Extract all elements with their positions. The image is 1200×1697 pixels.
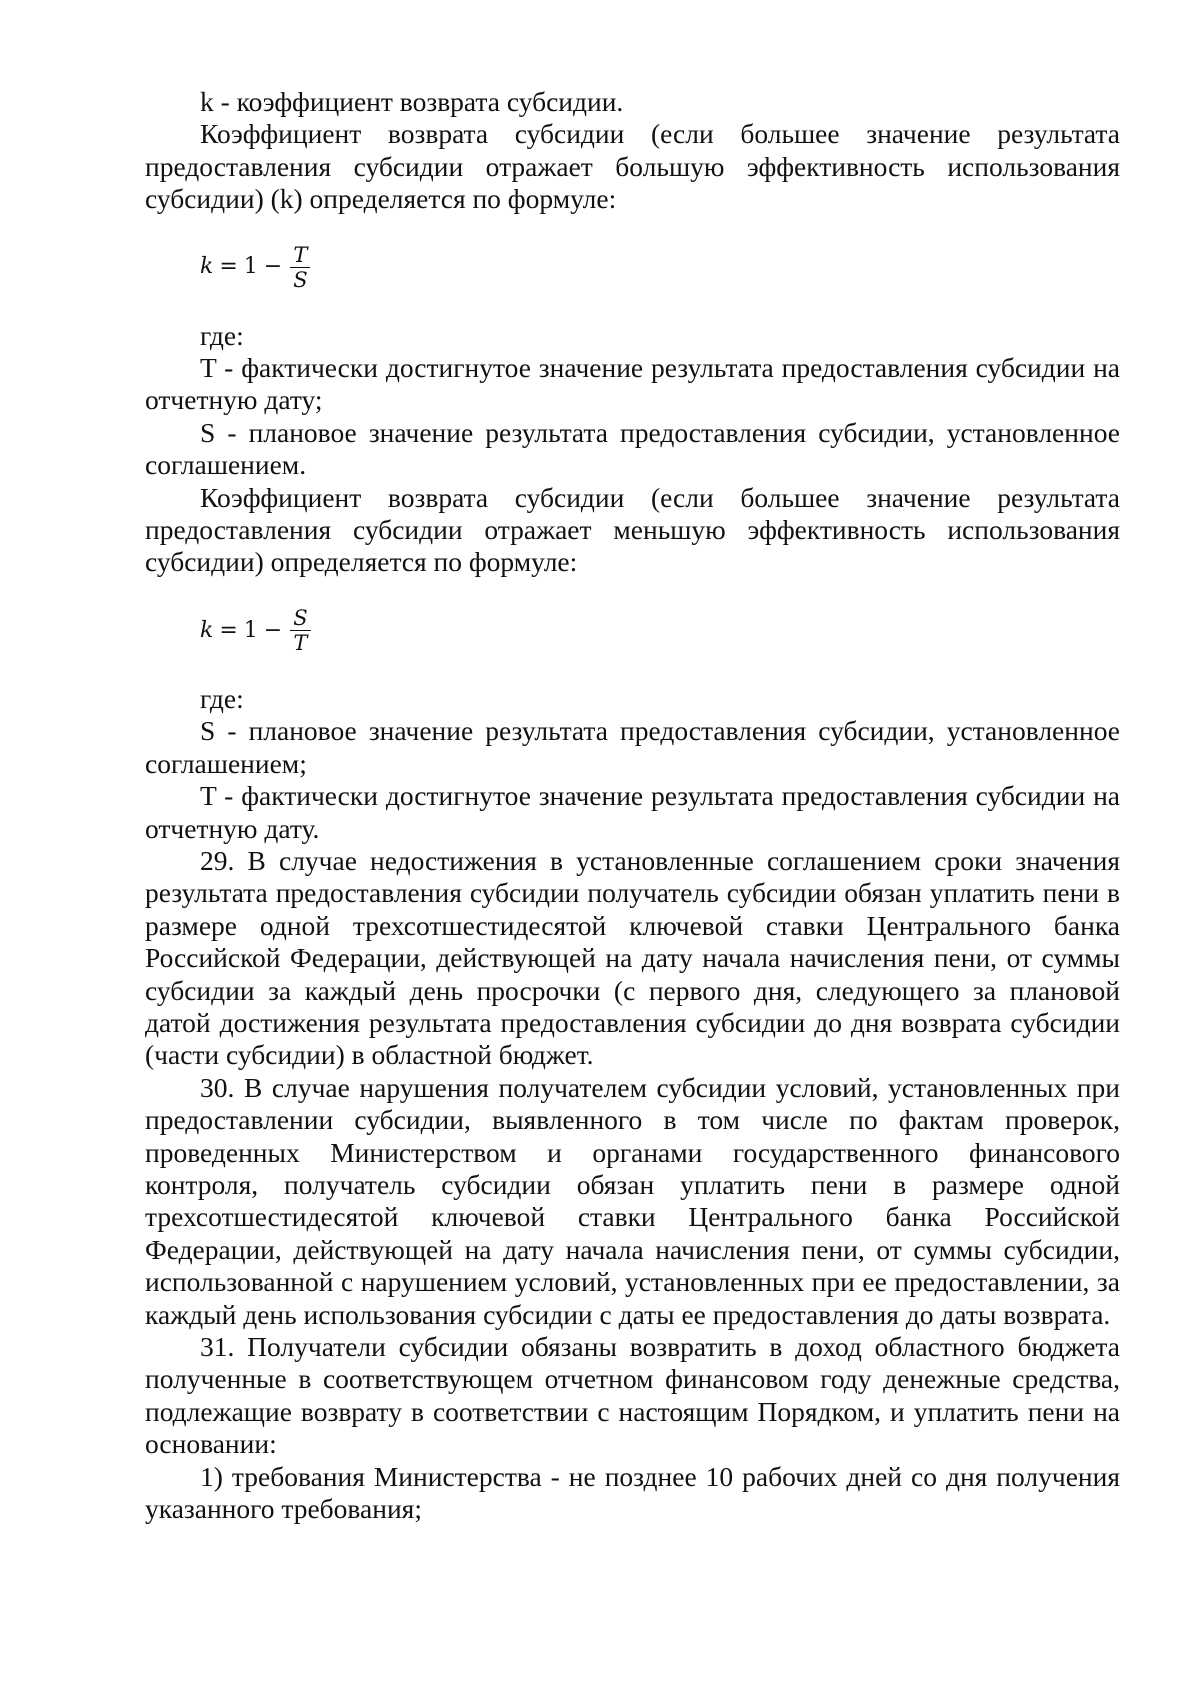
formula-1 bbox=[145, 216, 1120, 320]
formula-1-lhs: k bbox=[200, 254, 214, 280]
paragraph-t-definition-2: T - фактически достигнутое значение результата предоставления субсидии на отчетную дату. bbox=[145, 780, 1120, 844]
formula-1-equals: = bbox=[219, 254, 238, 280]
paragraph-31-item-1: 1) требования Министерства - не позднее 10 рабочих дней со дня получения указанного требования; bbox=[145, 1460, 1120, 1525]
formula-2-lhs: k bbox=[200, 617, 214, 643]
paragraph-formula-intro-1: Коэффициент возврата субсидии (если большее значение результата предоставления субсидии отражает большую эффективность использования субсидии) (k) определяется по формуле: bbox=[145, 118, 1120, 215]
paragraph-s-definition-2: S - плановое значение результата предоставления субсидии, установленное соглашением; bbox=[145, 715, 1120, 779]
formula-2-numerator: S bbox=[290, 606, 310, 631]
paragraph-30: 30. В случае нарушения получателем субсидии условий, установленных при предоставлении субсидии, выявленного в том числе по фактам проверок, проведенных Министерством и органами государственного финансового контроля, получатель субсидии обязан уплатить пени в размере одной трехсотшестидесятой ключевой ставки Центрального банка Российской Федерации, действующей на дату начала начисления пени, от суммы субсидии, использованной с нарушением условий, установленных при ее предоставлении, за каждый день использования субсидии с даты ее предоставления до даты возврата. bbox=[145, 1071, 1120, 1330]
document-body bbox=[145, 86, 1120, 1525]
formula-1-denominator: S bbox=[293, 268, 308, 293]
paragraph-s-definition-1: S - плановое значение результата предоставления субсидии, установленное соглашением. bbox=[145, 416, 1120, 481]
formula-1-fraction bbox=[290, 243, 310, 292]
paragraph-k-definition: k - коэффициент возврата субсидии. bbox=[200, 86, 624, 117]
where-label-2: где: bbox=[200, 682, 244, 714]
formula-2-denominator: T bbox=[293, 631, 308, 656]
where-label-1: где: bbox=[200, 319, 244, 351]
formula-2 bbox=[145, 579, 1120, 683]
paragraph-31: 31. Получатели субсидии обязаны возвратить в доход областного бюджета полученные в соответствующем отчетном финансовом году денежные средства, подлежащие возврату в соответствии с настоящим Порядком, и уплатить пени на основании: bbox=[145, 1331, 1120, 1460]
formula-2-minus: − bbox=[263, 617, 283, 643]
formula-2-equals: = bbox=[219, 617, 238, 643]
formula-2-one: 1 bbox=[243, 617, 258, 643]
paragraph-t-definition-1: T - фактически достигнутое значение результата предоставления субсидии на отчетную дату; bbox=[145, 352, 1120, 416]
formula-1-minus: − bbox=[263, 254, 283, 280]
formula-2-fraction bbox=[290, 606, 310, 655]
formula-1-numerator: T bbox=[290, 243, 310, 268]
formula-1-one: 1 bbox=[243, 254, 258, 280]
paragraph-formula-intro-2: Коэффициент возврата субсидии (если большее значение результата предоставления субсидии отражает меньшую эффективность использования субсидии) определяется по формуле: bbox=[145, 481, 1120, 578]
paragraph-29: 29. В случае недостижения в установленные соглашением сроки значения результата предоставления субсидии получатель субсидии обязан уплатить пени в размере одной трехсотшестидесятой ключевой ставки Центрального банка Российской Федерации, действующей на дату начала начисления пени, от суммы субсидии за каждый день просрочки (с первого дня, следующего за плановой датой достижения результата предоставления субсидии до дня возврата субсидии (части субсидии) в областной бюджет. bbox=[145, 844, 1120, 1071]
